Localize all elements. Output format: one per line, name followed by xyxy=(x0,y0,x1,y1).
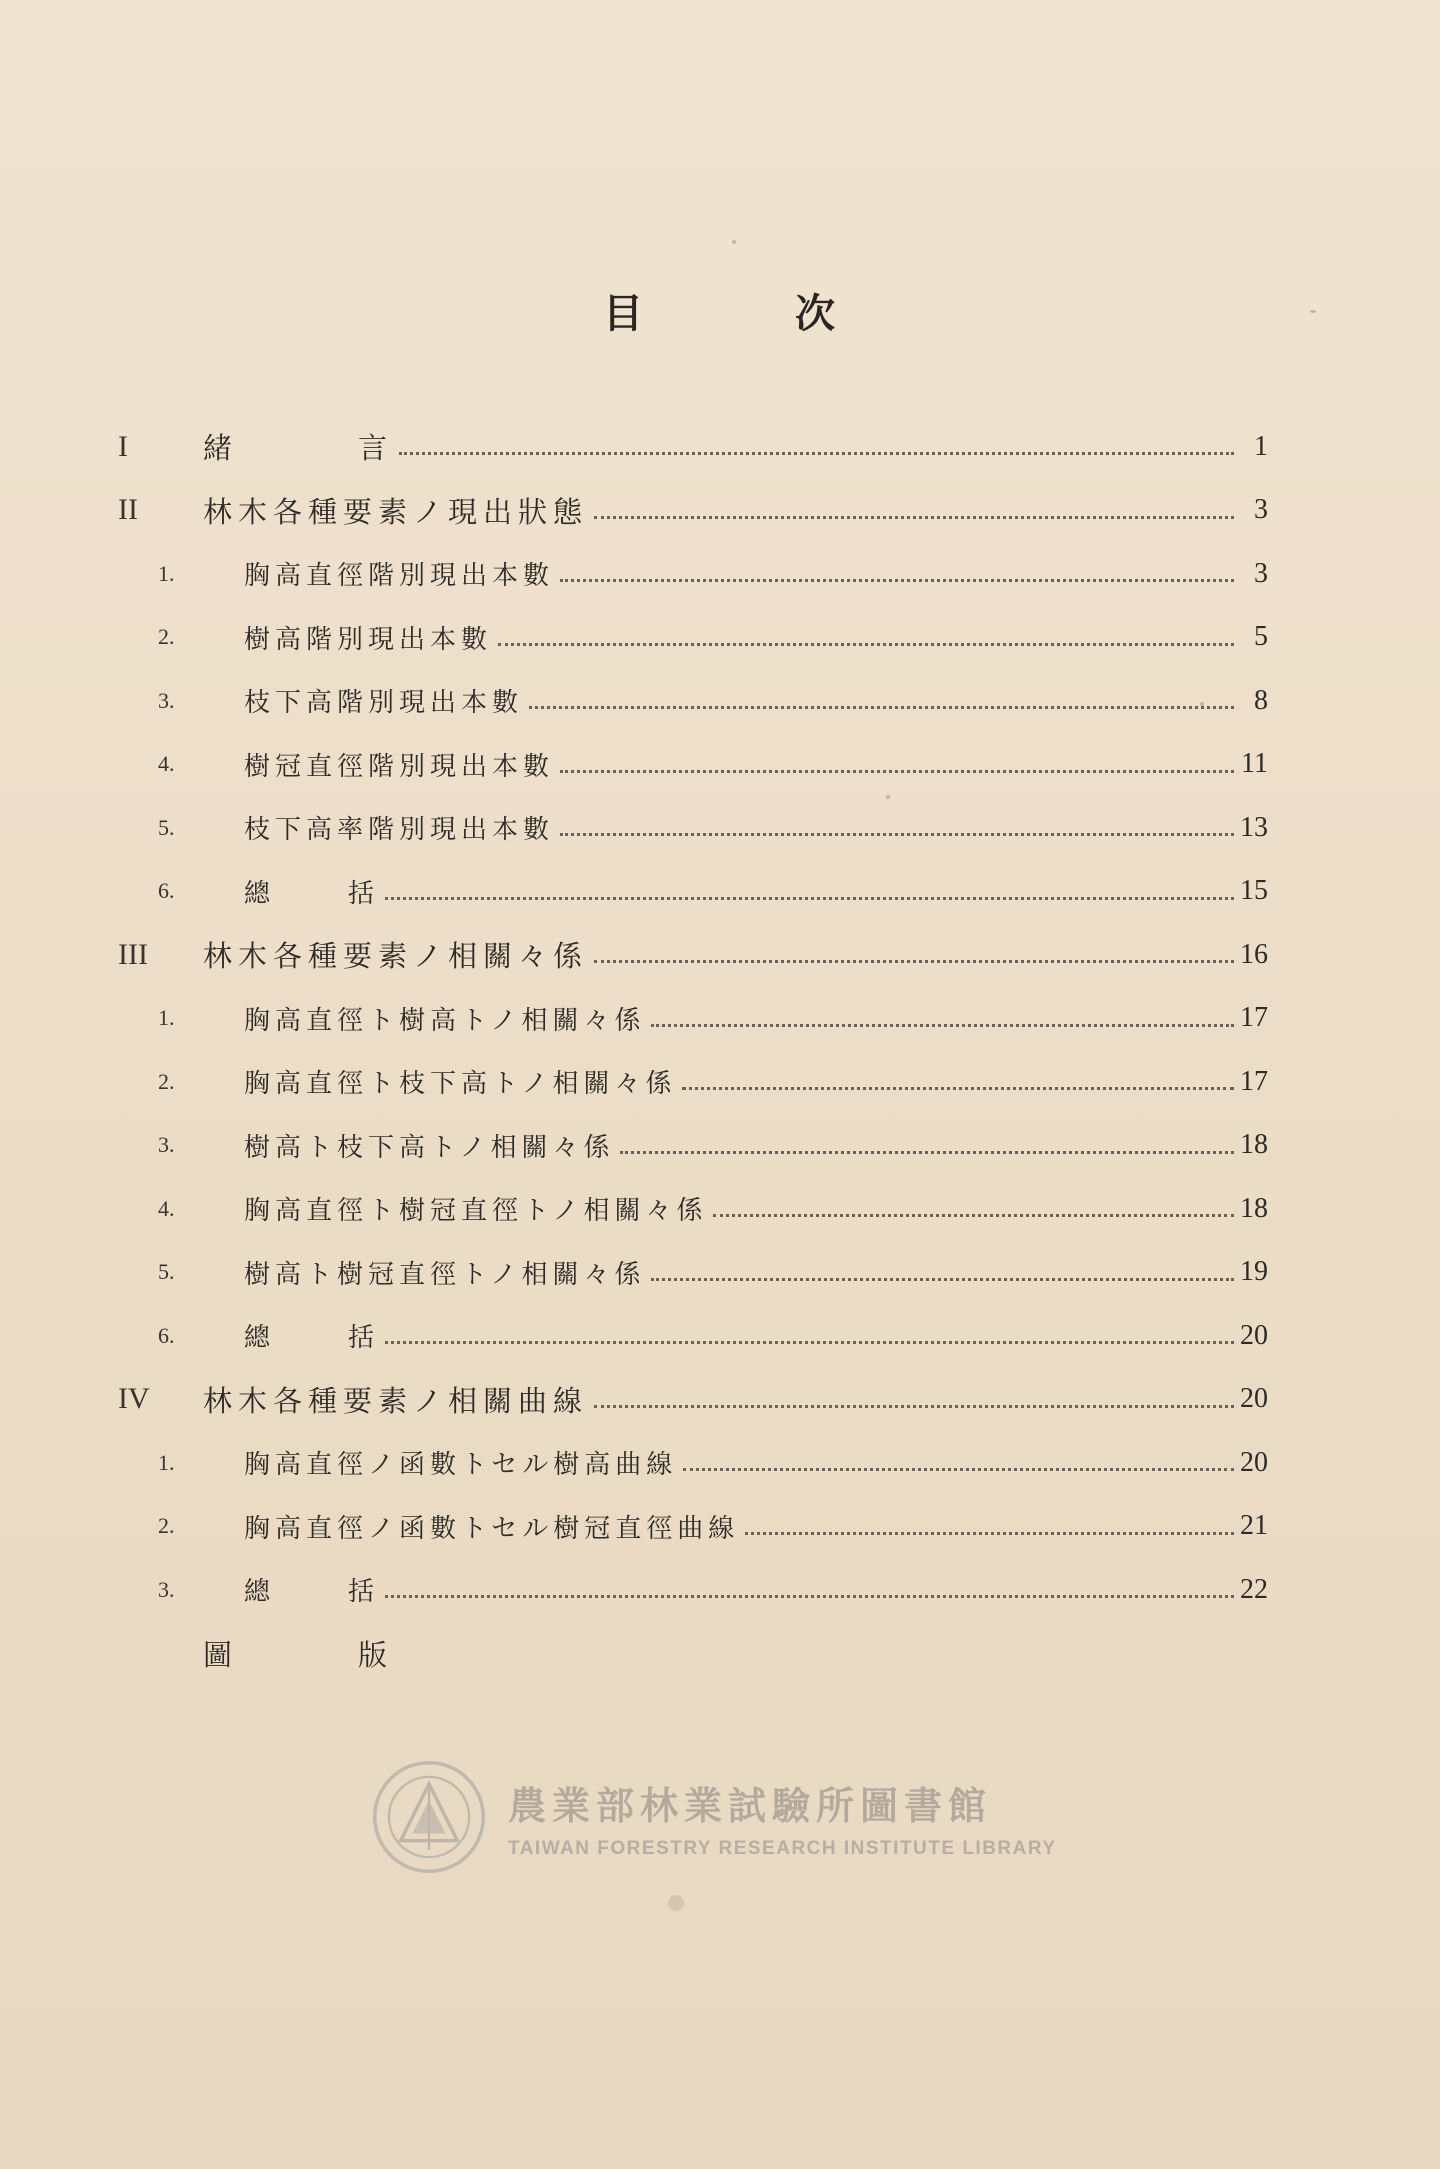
toc-entry xyxy=(118,860,1268,924)
library-seal-icon xyxy=(370,1758,488,1876)
toc-entry-title: 林木各種要素ノ相關々係 xyxy=(203,939,589,974)
toc-entry-page: 13 xyxy=(1240,811,1268,843)
toc-entry-page: 22 xyxy=(1240,1573,1268,1605)
toc-entry-number: III xyxy=(118,937,148,971)
toc-entry-title: 樹高ト枝下高トノ相關々係 xyxy=(244,1132,615,1163)
title-char-2: 次 xyxy=(795,291,837,337)
toc-entry-title-part: 緒 xyxy=(203,431,239,466)
toc-entry-title xyxy=(244,873,379,910)
toc-entry-title xyxy=(244,1571,379,1608)
toc-entry-number: 1. xyxy=(158,1449,175,1475)
toc-entry-number: 4. xyxy=(158,751,175,777)
dot-leader xyxy=(594,1403,1234,1408)
toc-entry-title-part: 總 xyxy=(244,878,276,909)
toc-entry-title: 枝下高率階別現出本數 xyxy=(244,815,555,846)
toc-entry-number: II xyxy=(118,493,138,527)
toc-entry-number: 5. xyxy=(158,814,175,840)
toc-entry-title-part: 版 xyxy=(357,1637,393,1672)
toc-entry-number: IV xyxy=(118,1382,150,1416)
toc-entry xyxy=(118,733,1268,797)
toc-entry-title-part: 括 xyxy=(347,1577,379,1608)
toc-entry-page: 16 xyxy=(1240,938,1268,970)
toc-entry xyxy=(118,669,1268,733)
toc-entry xyxy=(118,1050,1268,1114)
toc-entry-title-part: 圖 xyxy=(203,1637,239,1672)
toc-entry-number: 1. xyxy=(158,560,175,586)
dot-leader xyxy=(745,1530,1234,1535)
toc-entry-page: 20 xyxy=(1240,1446,1268,1478)
toc-entry-page: 8 xyxy=(1254,684,1268,716)
paper-speck xyxy=(668,1895,684,1911)
dot-leader xyxy=(399,450,1234,455)
toc-entry xyxy=(118,1177,1268,1241)
toc-entry xyxy=(118,479,1268,543)
toc-entry-number: 6. xyxy=(158,878,175,904)
paper-speck xyxy=(1310,310,1316,313)
toc-entry-title: 胸高直徑ト樹高トノ相關々係 xyxy=(244,1005,646,1036)
toc-entry xyxy=(118,1304,1268,1368)
toc-entry-title-part: 括 xyxy=(347,878,379,909)
table-of-contents xyxy=(118,415,1268,1685)
toc-entry xyxy=(118,606,1268,670)
toc-entry-title: 胸高直徑階別現出本數 xyxy=(244,561,555,592)
toc-entry xyxy=(118,796,1268,860)
dot-leader xyxy=(529,704,1234,709)
toc-entry-page: 17 xyxy=(1240,1065,1268,1097)
dot-leader xyxy=(651,1276,1234,1281)
toc-entry-number: 2. xyxy=(158,624,175,650)
dot-leader xyxy=(560,577,1234,582)
toc-entry-page: 15 xyxy=(1240,875,1268,907)
dot-leader xyxy=(594,514,1234,519)
dot-leader xyxy=(620,1149,1234,1154)
toc-entry-title: 枝下高階別現出本數 xyxy=(244,688,524,719)
toc-entry-page: 5 xyxy=(1254,621,1268,653)
toc-entry-page: 17 xyxy=(1240,1002,1268,1034)
dot-leader xyxy=(498,641,1234,646)
paper-speck xyxy=(732,240,736,244)
toc-entry-page: 11 xyxy=(1241,748,1268,780)
dot-leader xyxy=(713,1212,1234,1217)
toc-entry xyxy=(118,923,1268,987)
toc-entry-number: 3. xyxy=(158,1576,175,1602)
page-title xyxy=(0,282,1440,339)
toc-entry-number: 5. xyxy=(158,1259,175,1285)
toc-entry-title: 樹冠直徑階別現出本數 xyxy=(244,751,555,782)
dot-leader xyxy=(594,958,1234,963)
toc-entry-page: 18 xyxy=(1240,1192,1268,1224)
toc-entry-number: 3. xyxy=(158,1132,175,1158)
toc-entry-title-part: 括 xyxy=(347,1323,379,1354)
toc-entry-page: 19 xyxy=(1240,1256,1268,1288)
toc-entry xyxy=(118,1431,1268,1495)
toc-entry xyxy=(118,1114,1268,1178)
toc-entry-title-part: 總 xyxy=(244,1577,276,1608)
dot-leader xyxy=(560,831,1234,836)
dot-leader xyxy=(385,895,1234,900)
toc-entry-title: 胸高直徑ノ函數トセル樹高曲線 xyxy=(244,1450,678,1481)
library-name-chinese: 農業部林業試驗所圖書館 xyxy=(508,1783,993,1828)
toc-entry-title xyxy=(244,1317,379,1354)
library-name-english: TAIWAN FORESTRY RESEARCH INSTITUTE LIBRARY xyxy=(508,1837,1057,1859)
toc-entry xyxy=(118,987,1268,1051)
toc-entry-title-part: 總 xyxy=(244,1323,276,1354)
toc-entry-page: 3 xyxy=(1254,557,1268,589)
dot-leader xyxy=(385,1593,1234,1598)
toc-entry-page: 20 xyxy=(1240,1383,1268,1415)
toc-entry-page: 20 xyxy=(1240,1319,1268,1351)
toc-entry-number: I xyxy=(118,429,128,463)
toc-entry-title-part: 言 xyxy=(357,431,393,466)
paper-speck xyxy=(886,795,890,799)
toc-entry-number: 2. xyxy=(158,1513,175,1539)
toc-entry-title xyxy=(203,426,393,467)
toc-entry-number: 2. xyxy=(158,1068,175,1094)
title-char-1: 目 xyxy=(603,291,645,337)
toc-entry xyxy=(118,1495,1268,1559)
dot-leader xyxy=(683,1466,1234,1471)
toc-entry-number: 6. xyxy=(158,1322,175,1348)
dot-leader xyxy=(560,768,1234,773)
toc-entry xyxy=(118,1558,1268,1622)
dot-leader xyxy=(682,1085,1234,1090)
library-watermark xyxy=(370,1758,1057,1876)
toc-entry-number: 4. xyxy=(158,1195,175,1221)
toc-entry-page: 21 xyxy=(1240,1510,1268,1542)
dot-leader xyxy=(385,1339,1234,1344)
toc-entry xyxy=(118,542,1268,606)
toc-entry xyxy=(118,1241,1268,1305)
toc-entry-page: 3 xyxy=(1254,494,1268,526)
paper-speck xyxy=(1200,702,1204,706)
toc-entry xyxy=(118,415,1268,479)
toc-entry-title: 胸高直徑ト枝下高トノ相關々係 xyxy=(244,1069,677,1100)
toc-entry-title: 樹高ト樹冠直徑トノ相關々係 xyxy=(244,1259,646,1290)
toc-entry-title: 林木各種要素ノ現出狀態 xyxy=(203,494,589,529)
toc-entry xyxy=(118,1622,1268,1686)
toc-entry-title: 胸高直徑ト樹冠直徑トノ相關々係 xyxy=(244,1196,708,1227)
toc-entry-title: 林木各種要素ノ相關曲線 xyxy=(203,1383,589,1418)
toc-entry-page: 1 xyxy=(1254,430,1268,462)
toc-entry xyxy=(118,1368,1268,1432)
toc-entry-title xyxy=(203,1633,393,1674)
toc-entry-number: 3. xyxy=(158,687,175,713)
dot-leader xyxy=(651,1022,1234,1027)
toc-entry-page: 18 xyxy=(1240,1129,1268,1161)
toc-entry-title: 胸高直徑ノ函數トセル樹冠直徑曲線 xyxy=(244,1513,740,1544)
toc-entry-number: 1. xyxy=(158,1005,175,1031)
toc-entry-title: 樹高階別現出本數 xyxy=(244,624,493,655)
